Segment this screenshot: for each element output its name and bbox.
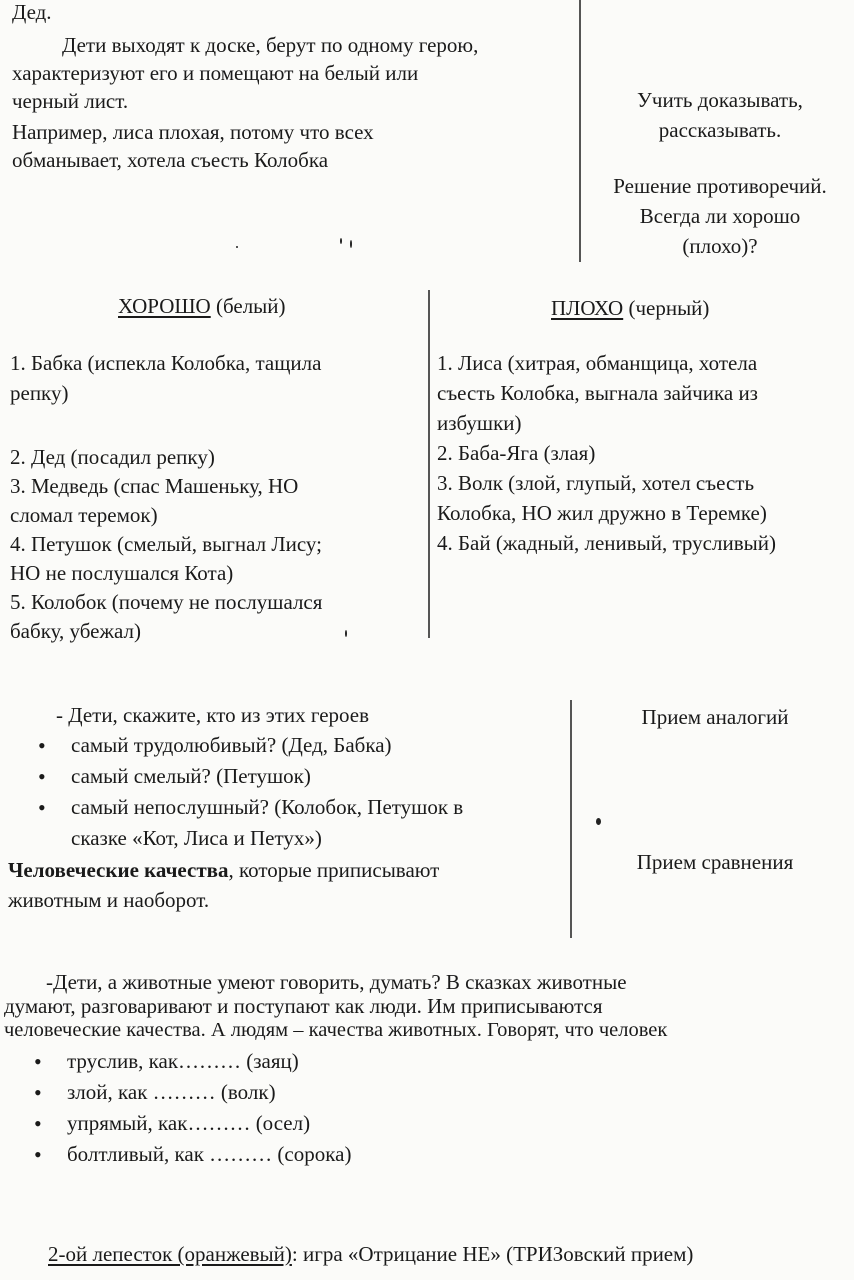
good-heading-word: ХОРОШО <box>118 294 211 318</box>
good-list <box>10 348 420 646</box>
petal-heading: 2-ой лепесток (оранжевый) <box>48 1242 292 1266</box>
list-item: сломал теремок) <box>10 503 158 527</box>
list-item: съесть Колобка, выгнала зайчика из <box>437 381 758 405</box>
bad-heading-note: (черный) <box>623 296 710 320</box>
question-item: • самый непослушный? (Колобок, Петушок в <box>38 792 568 823</box>
text-line: Решение противоречий. <box>613 174 827 198</box>
text-line: обманывает, хотела съесть Колобка <box>12 148 329 172</box>
method-analogy: Прием аналогий <box>641 705 789 729</box>
intro-block <box>12 0 572 174</box>
question-item: • самый смелый? (Петушок) <box>38 761 568 792</box>
text-line: Например, лиса плохая, потому что всех <box>12 120 374 144</box>
method-divider <box>570 700 572 938</box>
bad-list <box>437 348 852 558</box>
question-item-continuation: сказке «Кот, Лиса и Петух») <box>71 826 322 850</box>
comparison-item: • злой, как ……… (волк) <box>34 1077 854 1108</box>
qualities-rest: , которые приписывают <box>228 858 440 882</box>
contradiction-note <box>586 172 854 260</box>
good-heading <box>118 292 286 320</box>
list-item: 3. Волк (злой, глупый, хотел съесть <box>437 471 755 495</box>
list-item: 4. Петушок (смелый, выгнал Лису; <box>10 532 322 556</box>
bad-heading-word: ПЛОХО <box>551 296 624 320</box>
text-line: Дед. <box>12 0 52 24</box>
footer-line <box>48 1240 693 1268</box>
animals-block <box>4 970 854 1170</box>
text-line: человеческие качества. А людям – качества животных. Говорят, что человек <box>4 1019 668 1041</box>
text-line: черный лист. <box>12 89 129 113</box>
question-item: • самый трудолюбивый? (Дед, Бабка) <box>38 730 568 761</box>
list-item: 1. Бабка (испекла Колобка, тащила <box>10 351 322 375</box>
list-item: Колобка, НО жил дружно в Теремке) <box>437 501 767 525</box>
comparison-list <box>4 1046 854 1170</box>
goal-note <box>586 86 854 144</box>
text-line: думают, разговаривают и поступают как люди. Им приписываются <box>4 994 603 1018</box>
list-item: 4. Бай (жадный, ленивый, трусливый) <box>437 531 776 555</box>
scan-speck <box>345 630 347 637</box>
scan-speck <box>236 246 238 248</box>
comparison-item: • труслив, как……… (заяц) <box>34 1046 854 1077</box>
list-item: 1. Лиса (хитрая, обманщица, хотела <box>437 351 758 375</box>
list-item: избушки) <box>437 411 522 435</box>
scan-speck <box>340 238 342 244</box>
list-item: 3. Медведь (спас Машеньку, НО <box>10 474 299 498</box>
list-item: НО не послушался Кота) <box>10 561 234 585</box>
text-line: Учить доказывать, <box>637 88 803 112</box>
table-divider <box>428 290 430 638</box>
text-line: рассказывать. <box>658 118 782 142</box>
bad-heading <box>551 294 709 322</box>
scan-speck <box>596 818 601 825</box>
scan-speck <box>350 240 352 248</box>
qualities-line <box>8 855 568 885</box>
text-line: -Дети, а животные умеют говорить, думать? В сказках животные <box>46 970 627 994</box>
good-heading-note: (белый) <box>210 294 286 318</box>
qualities-bold: Человеческие качества <box>8 858 229 882</box>
column-divider <box>579 0 581 262</box>
comparison-item: • болтливый, как ……… (сорока) <box>34 1139 854 1170</box>
question-list <box>8 730 568 823</box>
questions-block <box>8 700 568 915</box>
method-comparison: Прием сравнения <box>636 850 794 874</box>
petal-game: : игра «Отрицание НЕ» (ТРИЗовский прием) <box>291 1242 694 1266</box>
list-item: бабку, убежал) <box>10 619 141 643</box>
text-line: Всегда ли хорошо <box>639 204 801 228</box>
list-spacer <box>10 408 420 438</box>
question-intro: - Дети, скажите, кто из этих героев <box>56 703 370 727</box>
list-item: 2. Баба-Яга (злая) <box>437 441 596 465</box>
list-item: 5. Колобок (почему не послушался <box>10 590 323 614</box>
text-line: характеризуют его и помещают на белый или <box>12 61 419 85</box>
list-item: репку) <box>10 381 69 405</box>
qualities-line2: животным и наоборот. <box>8 888 210 912</box>
comparison-item: • упрямый, как……… (осел) <box>34 1108 854 1139</box>
text-line: Дети выходят к доске, берут по одному герою, <box>62 33 479 57</box>
text-line: (плохо)? <box>682 234 758 258</box>
list-item: 2. Дед (посадил репку) <box>10 445 215 469</box>
